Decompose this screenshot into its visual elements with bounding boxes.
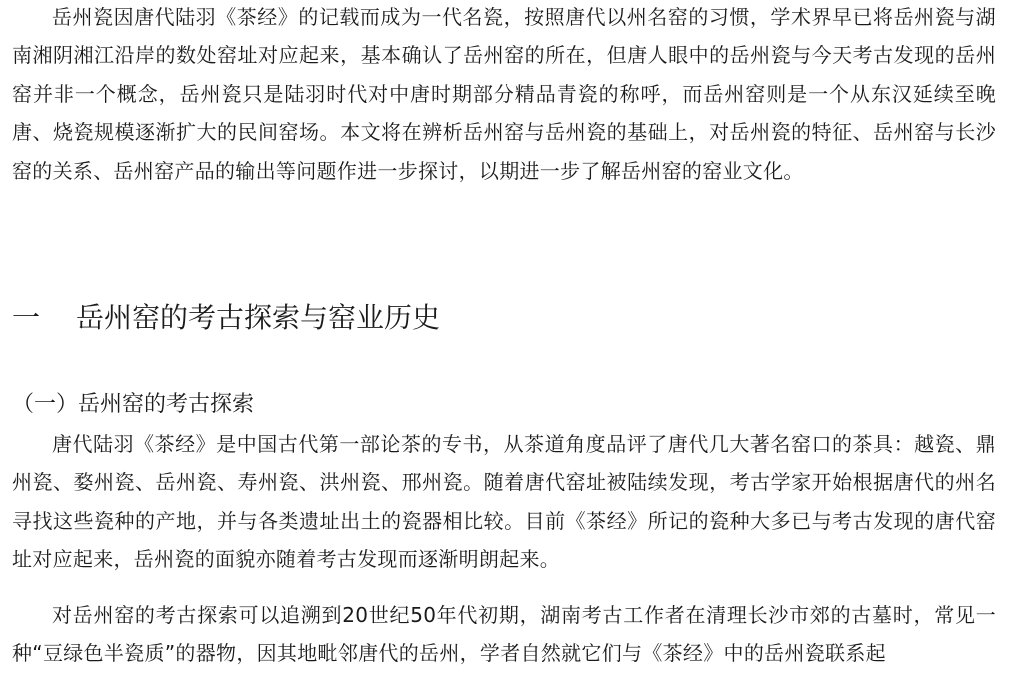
subsection-heading: （一）岳州窑的考古探索 — [12, 392, 255, 417]
body-paragraph: 唐代陆羽《茶经》是中国古代第一部论茶的专书，从茶道角度品评了唐代几大著名窑口的茶具：越瓷、鼎州瓷、婺州瓷、岳州瓷、寿州瓷、洪州瓷、邢州瓷。随着唐代窑址被陆续发现，考古学家开始根据唐代的州名寻找这些瓷种的产地，并与各类遗址出土的瓷器相比较。目前《茶经》所记的瓷种大多已与考古发现的唐代窑址对应起来，岳州瓷的面貌亦随着考古发现而逐渐明朗起来。 — [12, 432, 996, 572]
section-number: 一 — [12, 301, 41, 334]
body-paragraph: 对岳州窑的考古探索可以追溯到20世纪50年代初期，湖南考古工作者在清理长沙市郊的古墓时，常见一种“豆绿色半瓷质”的器物，因其地毗邻唐代的岳州，学者自然就它们与《茶经》中的岳州瓷联系起 — [12, 603, 996, 666]
section-heading — [12, 296, 440, 340]
intro-paragraph: 岳州瓷因唐代陆羽《茶经》的记载而成为一代名瓷，按照唐代以州名窑的习惯，学术界早已将岳州瓷与湖南湘阴湘江沿岸的数处窑址对应起来，基本确认了岳州窑的所在，但唐人眼中的岳州瓷与今天考古发现的岳州窑并非一个概念，岳州瓷只是陆羽时代对中唐时期部分精品青瓷的称呼，而岳州窑则是一个从东汉延续至晚唐、烧瓷规模逐渐扩大的民间窑场。本文将在辨析岳州窑与岳州瓷的基础上，对岳州瓷的特征、岳州窑与长沙窑的关系、岳州窑产品的输出等问题作进一步探讨，以期进一步了解岳州窑的窑业文化。 — [12, 5, 996, 183]
section-title: 岳州窑的考古探索与窑业历史 — [76, 301, 441, 334]
